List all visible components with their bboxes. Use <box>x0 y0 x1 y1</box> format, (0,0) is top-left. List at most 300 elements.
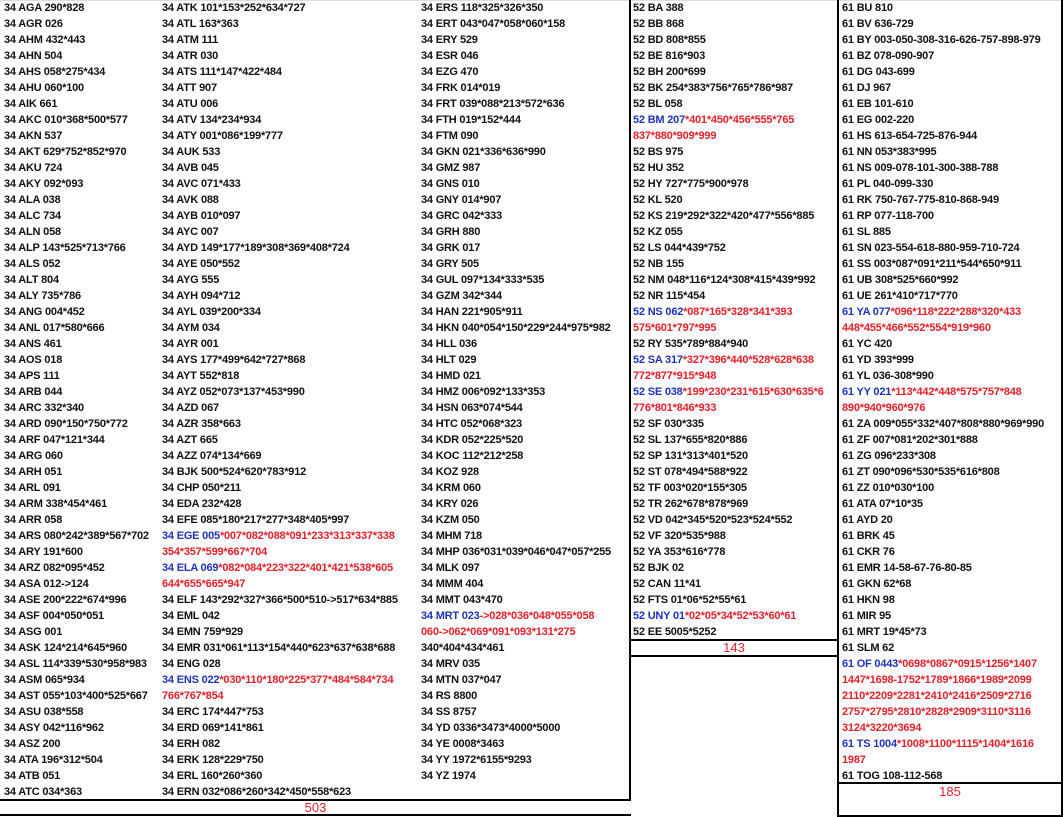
list-item <box>417 672 630 688</box>
entry-text: 34 HKN 040*054*150*229*244*975*982 <box>421 322 611 334</box>
entry-text: 34 KZM 050 <box>421 514 480 526</box>
entry-text: 34 ANL 017*580*666 <box>4 322 105 334</box>
entry-highlight-prefix: 52 BM 207 <box>633 114 686 126</box>
list-item <box>0 448 160 464</box>
list-item <box>629 576 838 592</box>
entry-text: 34 ARL 091 <box>4 482 61 494</box>
list-item <box>838 656 1062 672</box>
entry-text: 52 ST 078*494*588*922 <box>633 466 748 478</box>
entry-text: 34 ATT 907 <box>162 82 217 94</box>
list-item <box>0 624 160 640</box>
list-item <box>417 624 630 640</box>
entry-text: 34 GNY 014*907 <box>421 194 502 206</box>
entry-text: 34 ASU 038*558 <box>4 706 84 718</box>
entry-highlight-values: 2110*2209*2281*2410*2416*2509*2716 <box>842 690 1032 702</box>
list-item <box>629 208 838 224</box>
list-item <box>629 32 838 48</box>
entry-text: 34 ASF 004*050*051 <box>4 610 104 622</box>
list-item <box>158 736 420 752</box>
list-item <box>158 400 420 416</box>
list-item <box>158 720 420 736</box>
list-item <box>0 400 160 416</box>
list-item <box>0 752 160 768</box>
entry-text: 34 ARZ 082*095*452 <box>4 562 105 574</box>
list-item <box>0 432 160 448</box>
list-item <box>838 80 1062 96</box>
entry-text: 61 EMR 14-58-67-76-80-85 <box>842 562 972 574</box>
list-item <box>417 640 630 656</box>
list-item <box>417 272 630 288</box>
list-item <box>158 96 420 112</box>
list-item <box>0 80 160 96</box>
list-item <box>417 0 630 16</box>
entry-text: 61 ATA 07*10*35 <box>842 498 923 510</box>
list-item <box>629 272 838 288</box>
list-item <box>417 192 630 208</box>
list-item <box>0 464 160 480</box>
list-item <box>0 688 160 704</box>
list-item <box>838 144 1062 160</box>
list-item <box>0 304 160 320</box>
entry-text: 34 CHP 050*211 <box>162 482 241 494</box>
list-item <box>0 720 160 736</box>
entry-text: 34 ERN 032*086*260*342*450*558*623 <box>162 786 351 798</box>
entry-text: 34 KOC 112*212*258 <box>421 450 524 462</box>
list-item <box>838 272 1062 288</box>
list-item <box>417 16 630 32</box>
list-item <box>417 720 630 736</box>
list-item <box>629 224 838 240</box>
entry-text: 34 ARS 080*242*389*567*702 <box>4 530 149 542</box>
entry-highlight-values: 772*877*915*948 <box>633 370 717 382</box>
list-item <box>158 448 420 464</box>
list-item <box>417 480 630 496</box>
entry-text: 34 EML 042 <box>162 610 220 622</box>
entry-text: 61 BRK 45 <box>842 530 895 542</box>
list-item <box>158 288 420 304</box>
list-item <box>629 432 838 448</box>
entry-text: 52 BJK 02 <box>633 562 684 574</box>
entry-text: 61 SLM 62 <box>842 642 895 654</box>
list-item <box>0 496 160 512</box>
list-item <box>158 656 420 672</box>
entry-text: 34 ARR 058 <box>4 514 63 526</box>
list-item <box>0 0 160 16</box>
list-item <box>629 0 838 16</box>
entry-text: 34 GNS 010 <box>421 178 480 190</box>
list-item <box>158 320 420 336</box>
list-item <box>417 336 630 352</box>
entry-highlight-prefix: 34 ELA 069 <box>162 562 219 574</box>
entry-highlight-values: *327*396*440*528*628*638 <box>682 354 814 366</box>
list-item <box>158 496 420 512</box>
list-item <box>417 560 630 576</box>
list-item <box>629 400 838 416</box>
entry-text: 34 ARY 191*600 <box>4 546 83 558</box>
entry-text: 34 AHU 060*100 <box>4 82 84 94</box>
entry-text: 61 MIR 95 <box>842 610 891 622</box>
entry-text: 34 EZG 470 <box>421 66 479 78</box>
entry-text: 34 ARM 338*454*461 <box>4 498 108 510</box>
entry-text: 61 EB 101-610 <box>842 98 914 110</box>
entry-text: 34 ATL 163*363 <box>162 18 239 30</box>
entry-text: 61 SS 003*087*091*211*544*650*911 <box>842 258 1022 270</box>
list-item <box>158 640 420 656</box>
entry-text: 34 MTN 037*047 <box>421 674 502 686</box>
entry-text: 34 AHS 058*275*434 <box>4 66 106 78</box>
list-item <box>158 432 420 448</box>
list-item <box>417 704 630 720</box>
divider <box>837 0 839 817</box>
list-item <box>838 720 1062 736</box>
entry-text: 34 AHM 432*443 <box>4 34 86 46</box>
entry-text: 61 RP 077-118-700 <box>842 210 934 222</box>
list-item <box>0 176 160 192</box>
list-item <box>158 160 420 176</box>
list-item <box>417 128 630 144</box>
list-item <box>838 512 1062 528</box>
entry-text: 34 GZM 342*344 <box>421 290 502 302</box>
list-item <box>417 144 630 160</box>
list-item <box>158 560 420 576</box>
entry-highlight-prefix: 52 SE 038 <box>633 386 683 398</box>
list-item <box>158 256 420 272</box>
entry-text: 34 MMT 043*470 <box>421 594 503 606</box>
list-item <box>629 160 838 176</box>
entry-text: 61 ZT 090*096*530*535*616*808 <box>842 466 1000 478</box>
list-item <box>838 400 1062 416</box>
entry-text: 34 HLT 029 <box>421 354 477 366</box>
entry-highlight-values: 837*880*909*999 <box>633 130 717 142</box>
entry-highlight-values: *030*110*180*225*377*484*584*734 <box>219 674 394 686</box>
entry-text: 34 AYM 034 <box>162 322 220 334</box>
entry-text: 52 NR 115*454 <box>633 290 706 302</box>
list-item <box>417 432 630 448</box>
list-item <box>629 608 838 624</box>
entry-text: 34 AKT 629*752*852*970 <box>4 146 127 158</box>
entry-text: 34 ERS 118*325*326*350 <box>421 2 544 14</box>
list-item <box>838 352 1062 368</box>
list-item <box>417 384 630 400</box>
list-item <box>417 752 630 768</box>
column-34-part-3 <box>417 0 630 800</box>
total-34: 503 <box>304 800 327 815</box>
entry-text: 34 AZD 067 <box>162 402 219 414</box>
list-item <box>629 384 838 400</box>
list-item <box>0 784 160 800</box>
list-item <box>838 16 1062 32</box>
entry-text: 34 ELF 143*292*327*366*500*510->517*634*885 <box>162 594 398 606</box>
entry-highlight-values: 354*357*599*667*704 <box>162 546 268 558</box>
list-item <box>158 784 420 800</box>
entry-text: 34 ALY 735*786 <box>4 290 81 302</box>
list-item <box>417 96 630 112</box>
list-item <box>417 48 630 64</box>
entry-text: 34 AZZ 074*134*669 <box>162 450 262 462</box>
entry-text: 34 ERK 128*229*750 <box>162 754 264 766</box>
entry-text: 61 HKN 98 <box>842 594 895 606</box>
list-item <box>417 352 630 368</box>
list-item <box>0 208 160 224</box>
list-item <box>417 688 630 704</box>
entry-text: 52 YA 353*616*778 <box>633 546 726 558</box>
entry-text: 34 ATS 111*147*422*484 <box>162 66 282 78</box>
entry-text: 52 SL 137*655*820*886 <box>633 434 748 446</box>
entry-text: 34 ALN 058 <box>4 226 61 238</box>
list-item <box>629 64 838 80</box>
list-item <box>0 240 160 256</box>
list-item <box>0 112 160 128</box>
entry-text: 34 AVK 088 <box>162 194 219 206</box>
entry-highlight-values: 776*801*846*933 <box>633 402 717 414</box>
entry-text: 34 ERT 043*047*058*060*158 <box>421 18 566 30</box>
list-item <box>158 512 420 528</box>
list-item <box>838 544 1062 560</box>
list-item <box>417 288 630 304</box>
entry-text: 61 BV 636-729 <box>842 18 914 30</box>
entry-text: 34 HMD 021 <box>421 370 481 382</box>
list-item <box>417 256 630 272</box>
entry-text: 52 BL 058 <box>633 98 683 110</box>
list-item <box>838 32 1062 48</box>
list-item <box>629 544 838 560</box>
list-item <box>838 384 1062 400</box>
list-item <box>838 48 1062 64</box>
entry-text: 34 AUK 533 <box>162 146 221 158</box>
list-item <box>838 688 1062 704</box>
list-item <box>417 608 630 624</box>
entry-text: 34 ASG 001 <box>4 626 63 638</box>
entry-text: 34 ALT 804 <box>4 274 59 286</box>
list-item <box>0 32 160 48</box>
list-item <box>417 416 630 432</box>
list-item <box>838 320 1062 336</box>
entry-text: 52 TR 262*678*878*969 <box>633 498 749 510</box>
entry-text: 34 KDR 052*225*520 <box>421 434 524 446</box>
entry-text: 34 HSN 063*074*544 <box>421 402 523 414</box>
entry-text: 34 MHM 718 <box>421 530 482 542</box>
entry-text: 34 AGR 026 <box>4 18 63 30</box>
list-item <box>629 464 838 480</box>
list-item <box>0 96 160 112</box>
list-item <box>838 480 1062 496</box>
entry-text: 52 VD 042*345*520*523*524*552 <box>633 514 793 526</box>
list-item <box>838 672 1062 688</box>
entry-text: 34 AIK 661 <box>4 98 58 110</box>
list-item <box>838 752 1062 768</box>
entry-highlight-values: *087*165*328*341*393 <box>683 306 793 318</box>
list-item <box>629 128 838 144</box>
list-item <box>629 416 838 432</box>
entry-text: 34 AYC 007 <box>162 226 219 238</box>
entry-text: 61 SN 023-554-618-880-959-710-724 <box>842 242 1020 254</box>
entry-highlight-values: *0698*0867*0915*1256*1407 <box>898 658 1037 670</box>
entry-highlight-prefix: 34 EGE 005 <box>162 530 220 542</box>
list-item <box>629 368 838 384</box>
entry-text: 52 NM 048*116*124*308*415*439*992 <box>633 274 816 286</box>
list-item <box>0 656 160 672</box>
list-item <box>838 208 1062 224</box>
entry-text: 34 MHP 036*031*039*046*047*057*255 <box>421 546 611 558</box>
entry-text: 34 AYR 001 <box>162 338 219 350</box>
entry-highlight-values: 060->062*069*091*093*131*275 <box>421 626 576 638</box>
list-item <box>158 176 420 192</box>
entry-text: 34 ASK 124*214*645*960 <box>4 642 128 654</box>
divider <box>629 0 631 800</box>
entry-text: 34 YZ 1974 <box>421 770 476 782</box>
entry-text: 34 YD 0336*3473*4000*5000 <box>421 722 561 734</box>
list-item <box>158 528 420 544</box>
list-item <box>838 448 1062 464</box>
list-item <box>158 144 420 160</box>
entry-highlight-prefix: 52 NS 062 <box>633 306 684 318</box>
list-item <box>417 320 630 336</box>
entry-highlight-values: 890*940*960*976 <box>842 402 926 414</box>
list-item <box>158 688 420 704</box>
list-item <box>158 0 420 16</box>
list-item <box>158 608 420 624</box>
entry-highlight-values: *401*450*456*555*765 <box>685 114 795 126</box>
entry-text: 34 ALC 734 <box>4 210 61 222</box>
list-item <box>629 480 838 496</box>
list-item <box>629 320 838 336</box>
entry-highlight-prefix: 61 OF 0443 <box>842 658 899 670</box>
entry-text: 52 KL 520 <box>633 194 683 206</box>
entry-text: 61 TOG 108-112-568 <box>842 770 943 782</box>
entry-text: 34 AZT 665 <box>162 434 218 446</box>
list-item <box>158 416 420 432</box>
list-item <box>838 176 1062 192</box>
entry-text: 34 SS 8757 <box>421 706 477 718</box>
entry-text: 34 AYB 010*097 <box>162 210 241 222</box>
entry-text: 34 ASA 012->124 <box>4 578 89 590</box>
entry-text: 61 NS 009-078-101-300-388-788 <box>842 162 999 174</box>
entry-text: 52 HY 727*775*900*978 <box>633 178 749 190</box>
entry-text: 34 ARG 060 <box>4 450 63 462</box>
entry-highlight-values: *02*05*34*52*53*60*61 <box>684 610 797 622</box>
list-item <box>629 592 838 608</box>
list-item <box>417 496 630 512</box>
entry-text: 61 ZZ 010*030*100 <box>842 482 935 494</box>
list-item <box>158 544 420 560</box>
list-item <box>158 192 420 208</box>
list-item <box>0 256 160 272</box>
entry-text: 61 MRT 19*45*73 <box>842 626 927 638</box>
list-item <box>0 272 160 288</box>
list-item <box>0 416 160 432</box>
entry-text: 34 AYZ 052*073*137*453*990 <box>162 386 305 398</box>
entry-highlight-values: *199*230*231*615*630*635*6 <box>682 386 824 398</box>
entry-text: 34 BJK 500*524*620*783*912 <box>162 466 307 478</box>
entry-text: 34 RS 8800 <box>421 690 478 702</box>
list-item <box>158 240 420 256</box>
list-item <box>158 224 420 240</box>
list-item <box>417 512 630 528</box>
entry-text: 61 PL 040-099-330 <box>842 178 934 190</box>
entry-text: 340*404*434*461 <box>421 642 505 654</box>
list-item <box>417 736 630 752</box>
entry-text: 61 ZG 096*233*308 <box>842 450 936 462</box>
entry-text: 34 AKC 010*368*500*577 <box>4 114 128 126</box>
list-item <box>0 672 160 688</box>
list-item <box>0 704 160 720</box>
list-item <box>158 80 420 96</box>
list-item <box>158 624 420 640</box>
entry-highlight-values: 575*601*797*995 <box>633 322 717 334</box>
entry-highlight-prefix: 61 YA 077 <box>842 306 891 318</box>
list-item <box>158 128 420 144</box>
entry-text: 34 AYD 149*177*189*308*369*408*724 <box>162 242 350 254</box>
entry-text: 34 ATR 030 <box>162 50 219 62</box>
entry-text: 34 AYS 177*499*642*727*868 <box>162 354 306 366</box>
list-item <box>629 48 838 64</box>
list-item <box>0 336 160 352</box>
list-item <box>838 288 1062 304</box>
list-item <box>417 304 630 320</box>
list-item <box>0 480 160 496</box>
entry-text: 34 ALP 143*525*713*766 <box>4 242 126 254</box>
entry-text: 34 FTM 090 <box>421 130 479 142</box>
entry-text: 34 HLL 036 <box>421 338 477 350</box>
list-item <box>158 752 420 768</box>
entry-text: 34 AZR 358*663 <box>162 418 241 430</box>
list-item <box>417 448 630 464</box>
entry-text: 34 AYH 094*712 <box>162 290 241 302</box>
entry-text: 34 EFE 085*180*217*277*348*405*997 <box>162 514 350 526</box>
list-item <box>417 400 630 416</box>
entry-text: 34 ERC 174*447*753 <box>162 706 264 718</box>
list-item <box>629 496 838 512</box>
entry-text: 52 TF 003*020*155*305 <box>633 482 747 494</box>
entry-highlight-values: 3124*3220*3694 <box>842 722 922 734</box>
list-item <box>417 160 630 176</box>
list-item <box>158 48 420 64</box>
list-item <box>0 592 160 608</box>
entry-text: 34 ANG 004*452 <box>4 306 85 318</box>
list-item <box>0 560 160 576</box>
list-item <box>838 608 1062 624</box>
list-item <box>158 272 420 288</box>
list-item <box>838 496 1062 512</box>
entry-highlight-prefix: 34 MRT 023 <box>421 610 480 622</box>
entry-text: 52 CAN 11*41 <box>633 578 701 590</box>
list-item <box>0 144 160 160</box>
list-item <box>838 336 1062 352</box>
entry-text: 34 ESR 046 <box>421 50 479 62</box>
entry-text: 61 HS 613-654-725-876-944 <box>842 130 978 142</box>
entry-text: 34 FTH 019*152*444 <box>421 114 521 126</box>
entry-text: 34 ALS 052 <box>4 258 61 270</box>
entry-text: 52 BA 388 <box>633 2 684 14</box>
entry-text: 34 ENG 028 <box>162 658 221 670</box>
entry-text: 34 ANS 461 <box>4 338 62 350</box>
entry-text: 34 ARF 047*121*344 <box>4 434 105 446</box>
entry-text: 34 ASM 065*934 <box>4 674 85 686</box>
entry-text: 34 APS 111 <box>4 370 60 382</box>
list-item <box>0 128 160 144</box>
entry-text: 61 BZ 078-090-907 <box>842 50 934 62</box>
list-item <box>158 368 420 384</box>
list-item <box>417 592 630 608</box>
entry-text: 34 AYL 039*200*334 <box>162 306 261 318</box>
entry-highlight-values: 1987 <box>842 754 866 766</box>
entry-highlight-values: *082*084*223*322*401*421*538*605 <box>218 562 393 574</box>
entry-text: 34 GRY 505 <box>421 258 479 270</box>
entry-text: 61 YL 036-308*990 <box>842 370 934 382</box>
entry-highlight-values: 644*655*665*947 <box>162 578 246 590</box>
entry-text: 34 EMR 031*061*113*154*440*623*637*638*688 <box>162 642 396 654</box>
entry-text: 34 FRK 014*019 <box>421 82 501 94</box>
